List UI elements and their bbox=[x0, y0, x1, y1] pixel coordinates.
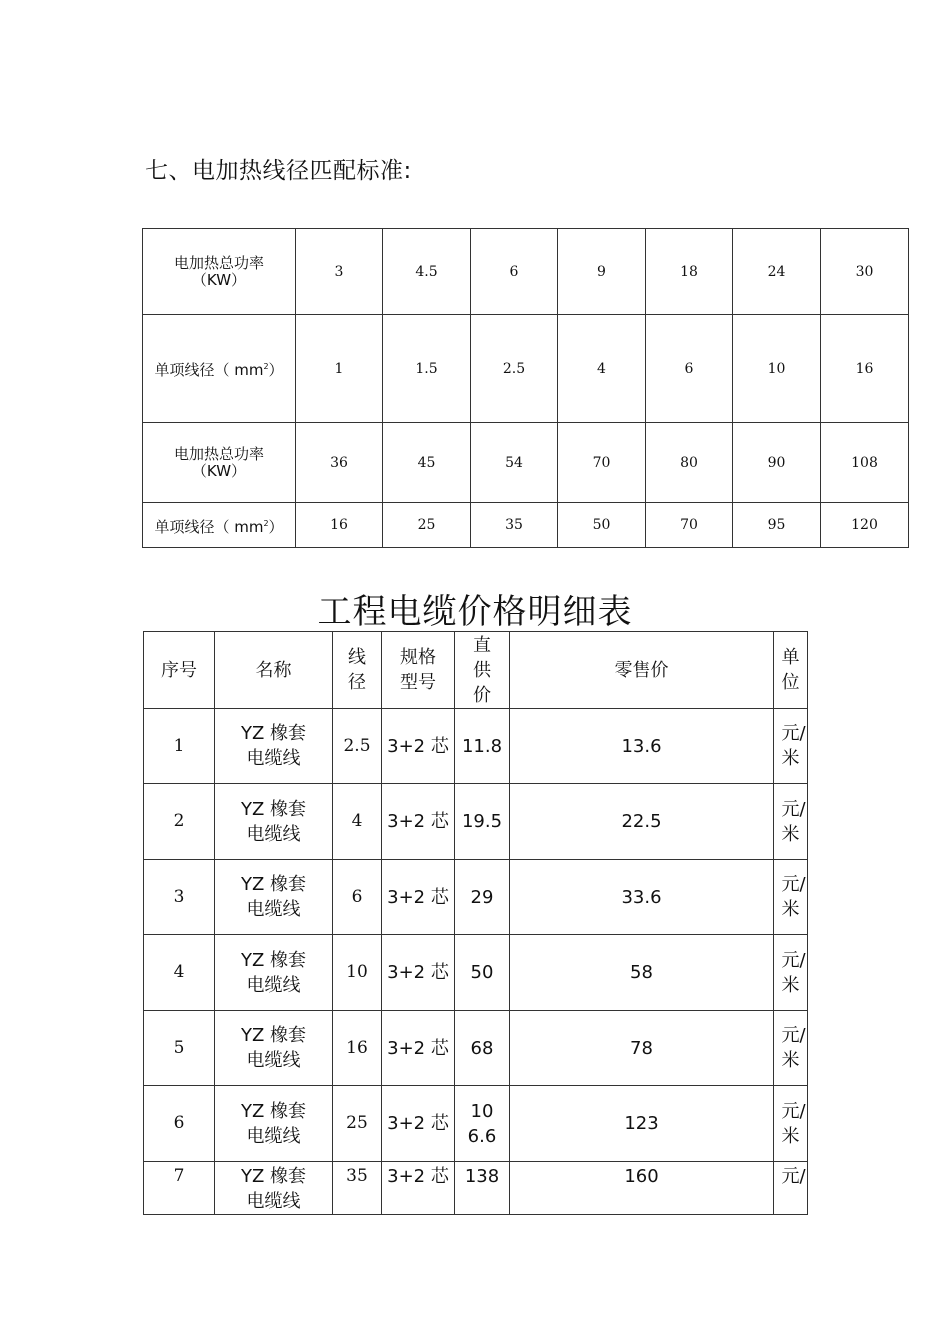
label-unit: （KW） bbox=[191, 270, 247, 289]
table-cell: 6 bbox=[646, 315, 733, 423]
cell-spec: 3+2 芯 bbox=[382, 1162, 455, 1215]
cell-name bbox=[215, 860, 333, 935]
cell-name bbox=[215, 1011, 333, 1086]
cell-direct: 138 bbox=[455, 1162, 510, 1215]
cell-unit bbox=[774, 784, 808, 860]
table-cell: 25 bbox=[383, 503, 471, 548]
table-cell: 108 bbox=[821, 423, 909, 503]
table-row bbox=[144, 1162, 808, 1215]
header-unit bbox=[774, 632, 808, 709]
cell-unit-text: 元/米 bbox=[781, 798, 806, 845]
table-cell: 90 bbox=[733, 423, 821, 503]
table-cell: 35 bbox=[471, 503, 558, 548]
label-text: 单项线径（ mm bbox=[154, 517, 264, 536]
table-cell: 18 bbox=[646, 229, 733, 315]
table-cell: 1.5 bbox=[383, 315, 471, 423]
table-row bbox=[144, 784, 808, 860]
cell-name bbox=[215, 1162, 333, 1215]
header-direct bbox=[455, 632, 510, 709]
cell-diameter: 6 bbox=[333, 860, 382, 935]
table-cell: 24 bbox=[733, 229, 821, 315]
cell-name-text: YZ 橡套电缆线 bbox=[240, 1025, 307, 1071]
header-seq: 序号 bbox=[144, 632, 215, 709]
cell-name-text: YZ 橡套电缆线 bbox=[240, 1100, 307, 1147]
table-cell: 95 bbox=[733, 503, 821, 548]
table-row bbox=[143, 229, 909, 315]
header-diameter bbox=[333, 632, 382, 709]
table-cell: 4.5 bbox=[383, 229, 471, 315]
table-row bbox=[144, 935, 808, 1011]
table-cell: 120 bbox=[821, 503, 909, 548]
cell-unit-text: 元/米 bbox=[781, 723, 806, 769]
table-header-row bbox=[144, 632, 808, 709]
table-row bbox=[144, 1086, 808, 1162]
cell-direct: 19.5 bbox=[455, 784, 510, 860]
cell-retail: 123 bbox=[510, 1086, 774, 1162]
cell-unit bbox=[774, 860, 808, 935]
header-spec bbox=[382, 632, 455, 709]
cell-unit bbox=[774, 709, 808, 784]
table-cell: 10 bbox=[733, 315, 821, 423]
cell-name-text: YZ 橡套电缆线 bbox=[240, 798, 307, 845]
table-cell: 6 bbox=[471, 229, 558, 315]
label-text: 单项线径（ mm bbox=[154, 361, 264, 379]
cell-name-text: YZ 橡套电缆线 bbox=[240, 874, 307, 920]
cell-seq: 7 bbox=[144, 1162, 215, 1215]
cell-direct: 50 bbox=[455, 935, 510, 1011]
table-cell: 30 bbox=[821, 229, 909, 315]
cell-unit-text: 元/ bbox=[781, 1166, 806, 1187]
row-label bbox=[143, 503, 296, 548]
table-cell: 4 bbox=[558, 315, 646, 423]
table-row bbox=[144, 709, 808, 784]
cell-name bbox=[215, 935, 333, 1011]
cell-spec: 3+2 芯 bbox=[382, 784, 455, 860]
header-retail: 零售价 bbox=[510, 632, 774, 709]
cell-retail: 22.5 bbox=[510, 784, 774, 860]
cell-seq: 1 bbox=[144, 709, 215, 784]
header-spec-text: 规格型号 bbox=[400, 647, 436, 693]
cell-spec: 3+2 芯 bbox=[382, 935, 455, 1011]
table-row bbox=[144, 860, 808, 935]
table-cell: 1 bbox=[296, 315, 383, 423]
label-unit: （KW） bbox=[191, 461, 247, 480]
cell-direct bbox=[455, 1086, 510, 1162]
cell-diameter: 35 bbox=[333, 1162, 382, 1215]
cell-unit bbox=[774, 1011, 808, 1086]
cell-seq: 3 bbox=[144, 860, 215, 935]
cell-direct: 29 bbox=[455, 860, 510, 935]
table-row bbox=[144, 1011, 808, 1086]
row-label bbox=[143, 423, 296, 503]
cell-name-text: YZ 橡套电缆线 bbox=[240, 723, 307, 769]
label-tail: ） bbox=[268, 361, 284, 379]
table-row bbox=[143, 423, 909, 503]
table-row bbox=[143, 503, 909, 548]
cell-name bbox=[215, 709, 333, 784]
cell-retail: 160 bbox=[510, 1162, 774, 1215]
cell-unit bbox=[774, 1086, 808, 1162]
table-cell: 3 bbox=[296, 229, 383, 315]
table-cell: 9 bbox=[558, 229, 646, 315]
table-cell: 45 bbox=[383, 423, 471, 503]
cable-price-table bbox=[143, 631, 808, 1215]
cell-name bbox=[215, 784, 333, 860]
label-text: 电加热总功率 bbox=[173, 253, 264, 272]
cell-direct: 68 bbox=[455, 1011, 510, 1086]
cell-seq: 4 bbox=[144, 935, 215, 1011]
price-table-title: 工程电缆价格明细表 bbox=[317, 592, 633, 632]
table-cell: 16 bbox=[296, 503, 383, 548]
table-cell: 16 bbox=[821, 315, 909, 423]
table-cell: 70 bbox=[646, 503, 733, 548]
row-label bbox=[143, 229, 296, 315]
cell-spec: 3+2 芯 bbox=[382, 860, 455, 935]
cell-retail: 78 bbox=[510, 1011, 774, 1086]
cell-spec: 3+2 芯 bbox=[382, 1011, 455, 1086]
wire-gauge-table bbox=[142, 228, 909, 548]
cell-unit-text: 元/米 bbox=[781, 1025, 806, 1071]
cell-unit-text: 元/米 bbox=[781, 949, 806, 996]
cell-retail: 13.6 bbox=[510, 709, 774, 784]
cell-unit-text: 元/米 bbox=[781, 1100, 806, 1147]
cell-diameter: 2.5 bbox=[333, 709, 382, 784]
cell-diameter: 10 bbox=[333, 935, 382, 1011]
table-cell: 2.5 bbox=[471, 315, 558, 423]
cell-seq: 6 bbox=[144, 1086, 215, 1162]
cell-unit bbox=[774, 935, 808, 1011]
label-sup: 2 bbox=[263, 518, 269, 528]
table-cell: 54 bbox=[471, 423, 558, 503]
cell-direct: 11.8 bbox=[455, 709, 510, 784]
cell-diameter: 25 bbox=[333, 1086, 382, 1162]
table-row bbox=[143, 315, 909, 423]
label-tail: ） bbox=[268, 517, 284, 536]
cell-seq: 5 bbox=[144, 1011, 215, 1086]
header-name: 名称 bbox=[215, 632, 333, 709]
header-unit-text: 单位 bbox=[781, 647, 800, 693]
label-sup: 2 bbox=[263, 362, 269, 371]
cell-name bbox=[215, 1086, 333, 1162]
cell-retail: 58 bbox=[510, 935, 774, 1011]
cell-direct-text: 106.6 bbox=[467, 1100, 497, 1147]
section-heading: 七、电加热线径匹配标准: bbox=[145, 158, 412, 184]
header-diameter-text: 线径 bbox=[348, 647, 366, 693]
table-cell: 70 bbox=[558, 423, 646, 503]
cell-seq: 2 bbox=[144, 784, 215, 860]
cell-retail: 33.6 bbox=[510, 860, 774, 935]
cell-name-text: YZ 橡套电缆线 bbox=[240, 1166, 307, 1212]
cell-spec: 3+2 芯 bbox=[382, 1086, 455, 1162]
cell-name-text: YZ 橡套电缆线 bbox=[240, 949, 307, 996]
row-label bbox=[143, 315, 296, 423]
table-cell: 36 bbox=[296, 423, 383, 503]
cell-unit-text: 元/米 bbox=[781, 874, 806, 920]
cell-diameter: 4 bbox=[333, 784, 382, 860]
table-cell: 50 bbox=[558, 503, 646, 548]
label-text: 电加热总功率 bbox=[173, 444, 264, 463]
header-direct-text: 直供价 bbox=[473, 634, 491, 706]
cell-unit bbox=[774, 1162, 808, 1215]
cell-diameter: 16 bbox=[333, 1011, 382, 1086]
cell-spec: 3+2 芯 bbox=[382, 709, 455, 784]
table-cell: 80 bbox=[646, 423, 733, 503]
